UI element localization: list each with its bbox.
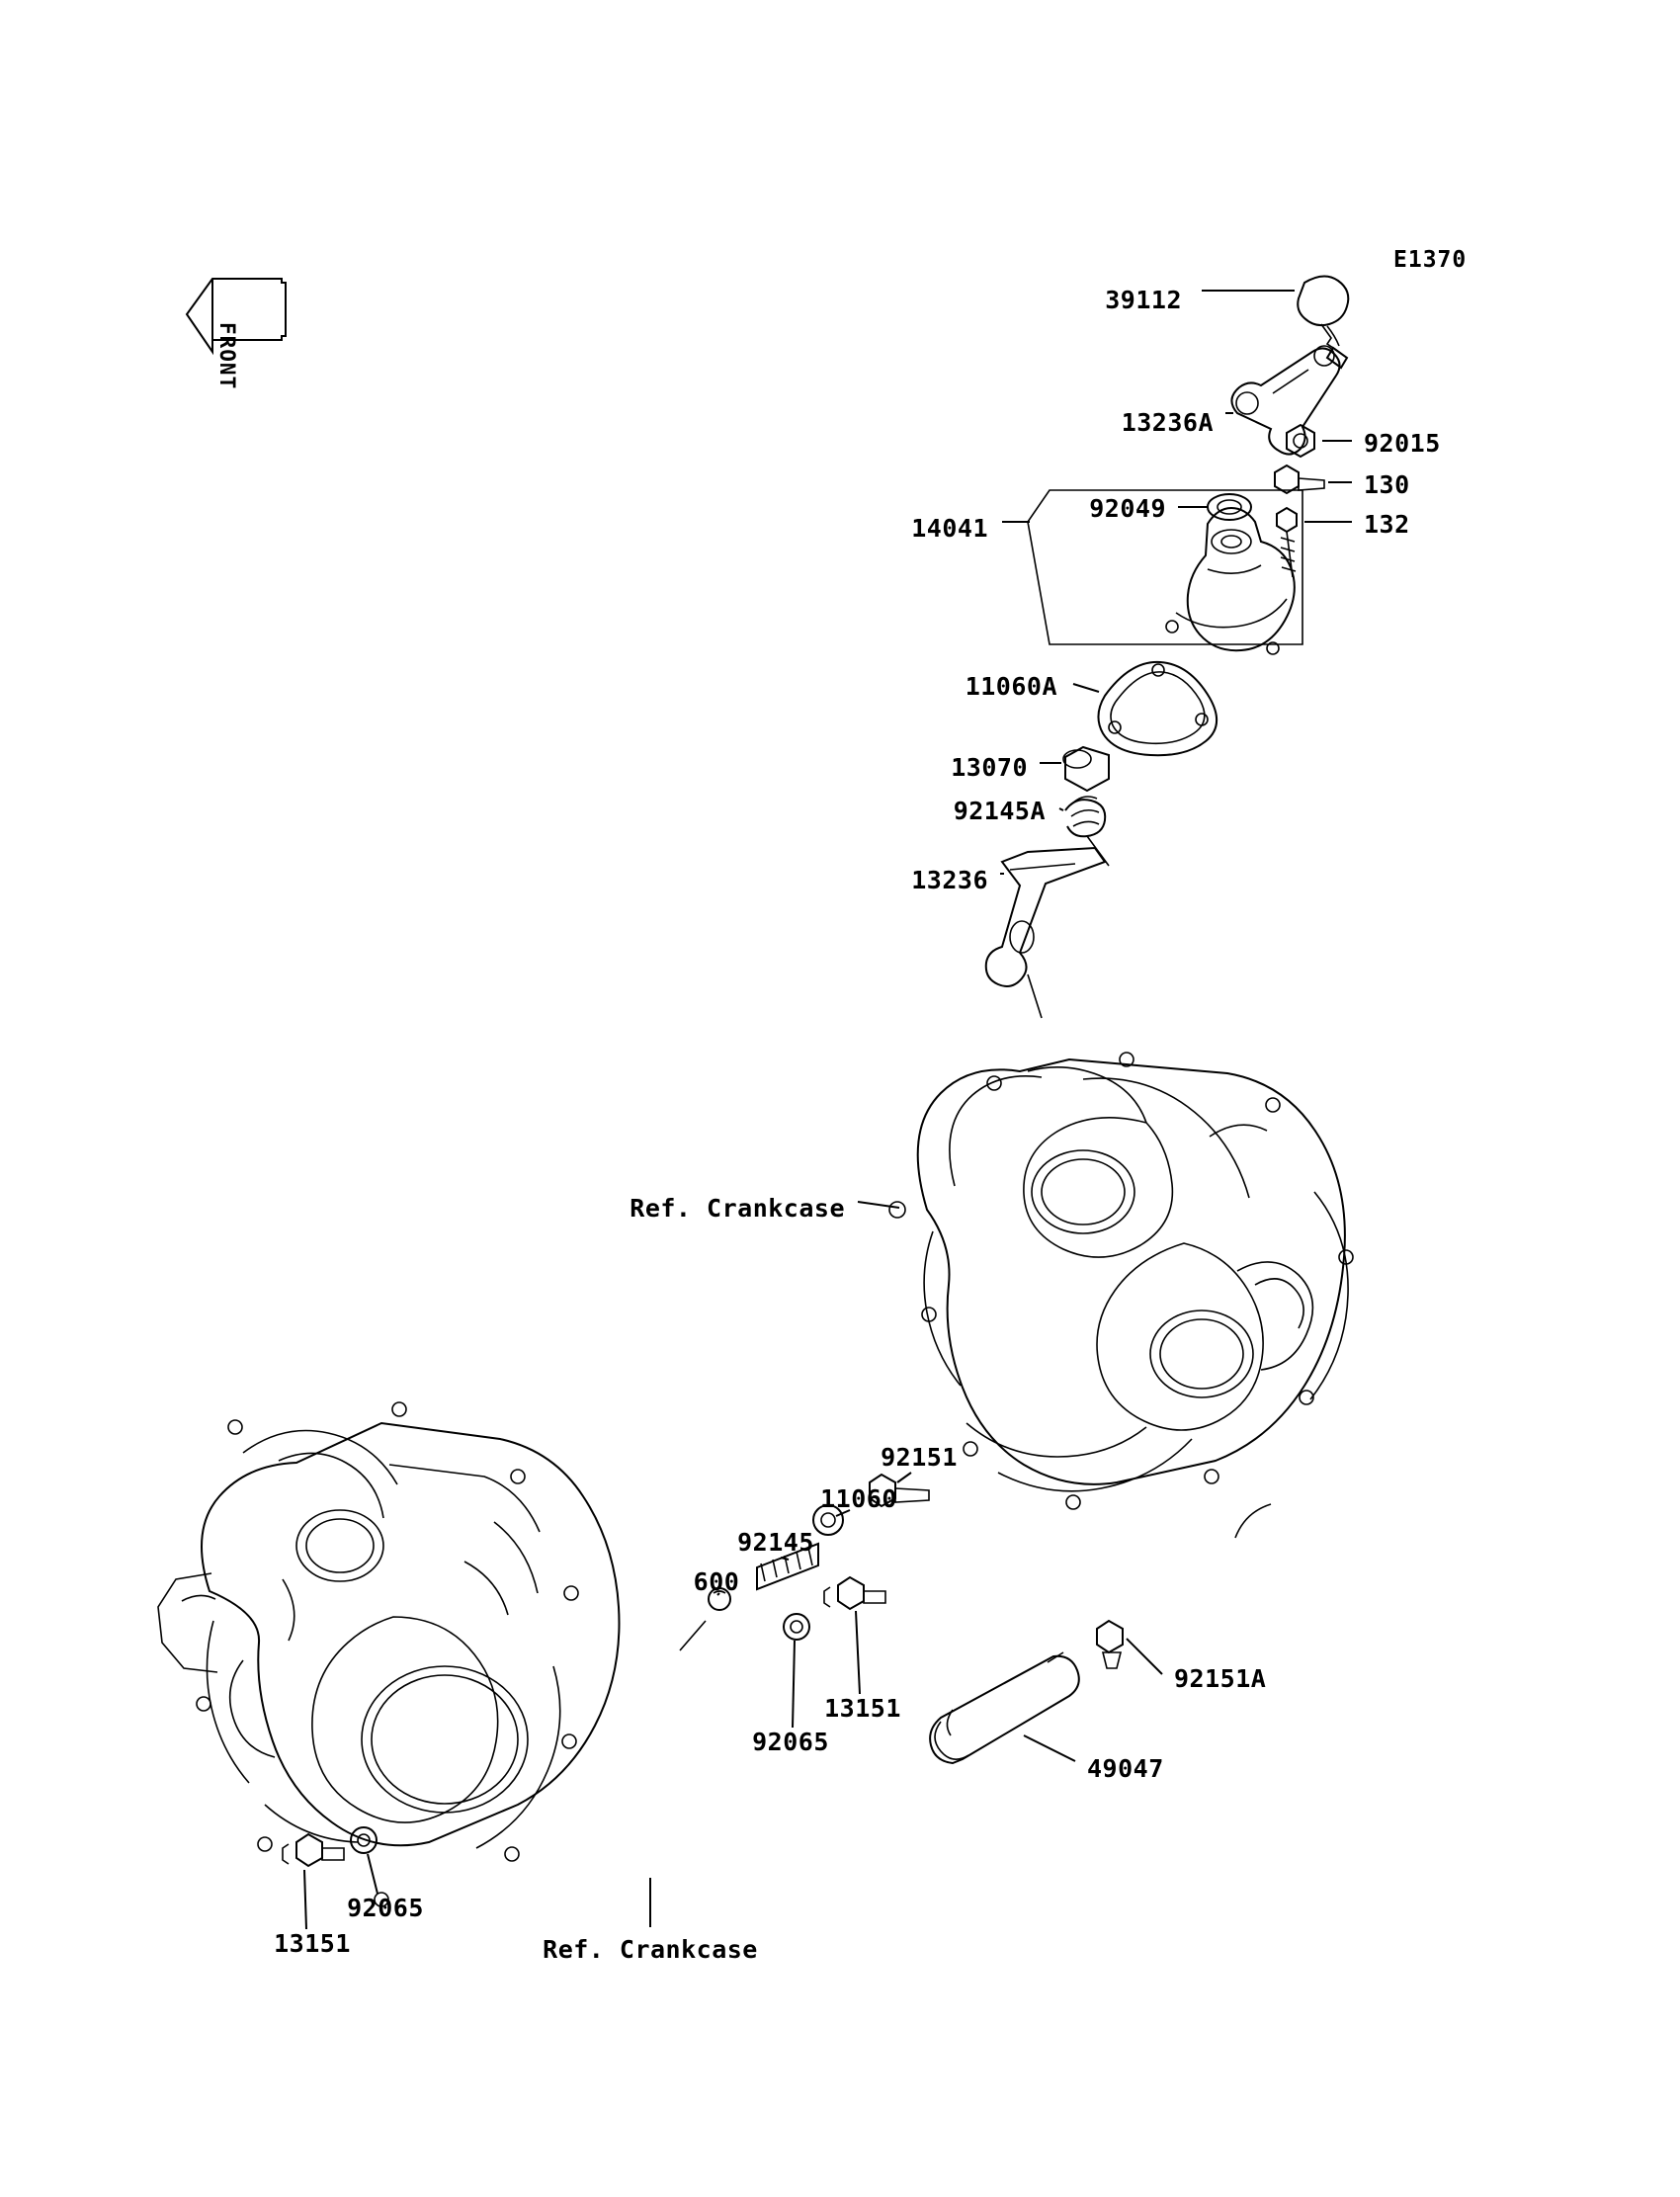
- label-92015: 92015: [1364, 429, 1441, 458]
- label-132: 132: [1364, 510, 1410, 539]
- part-130-bolt: [1275, 465, 1324, 493]
- leader-49047: [1024, 1735, 1075, 1761]
- leader-92145A: [1059, 808, 1063, 810]
- part-92015-nut: [1287, 425, 1314, 457]
- label-ref-crankcase-top: Ref. Crankcase: [630, 1194, 845, 1223]
- label-92151: 92151: [881, 1443, 958, 1472]
- leader-92065-left: [368, 1854, 378, 1894]
- label-11060A: 11060A: [965, 672, 1057, 701]
- label-92145A: 92145A: [953, 797, 1046, 825]
- label-92151A: 92151A: [1174, 1664, 1267, 1693]
- leader-92145: [781, 1558, 789, 1560]
- part-132-screw: [1277, 508, 1297, 577]
- part-49047-shift-fork: [930, 1652, 1079, 1763]
- part-13070-guide: [1063, 747, 1109, 791]
- label-39112: 39112: [1105, 286, 1182, 314]
- part-92151A-bolt: [1097, 1621, 1123, 1668]
- part-92145A-spring: [1065, 797, 1109, 866]
- leader-13151-right: [856, 1611, 860, 1694]
- label-92065-right: 92065: [752, 1728, 829, 1756]
- leader-11060A: [1073, 684, 1099, 692]
- part-13151-switch-right: [824, 1577, 885, 1609]
- part-11060A-gasket: [1098, 662, 1217, 755]
- label-92145: 92145: [737, 1528, 814, 1557]
- label-49047: 49047: [1087, 1754, 1164, 1783]
- label-ref-crankcase-bottom: Ref. Crankcase: [543, 1935, 758, 1964]
- assembly-line-600: [680, 1621, 706, 1650]
- label-13151-right: 13151: [824, 1694, 901, 1723]
- label-11060: 11060: [820, 1484, 897, 1513]
- diagram-code: E1370: [1393, 247, 1468, 273]
- leader-92151: [897, 1473, 911, 1482]
- label-13236: 13236: [911, 866, 988, 894]
- part-39112-knob: [1298, 276, 1348, 368]
- svg-text:FRONT: FRONT: [215, 322, 239, 390]
- part-92065-plug-right: [784, 1614, 809, 1640]
- label-92049: 92049: [1089, 494, 1166, 523]
- leader-92065-right: [793, 1641, 795, 1728]
- label-13070: 13070: [951, 753, 1028, 782]
- label-600: 600: [693, 1567, 740, 1596]
- part-13236-shift-arm: [986, 848, 1105, 986]
- assembly-line-13236: [1028, 974, 1042, 1018]
- leader-92151A: [1127, 1639, 1162, 1674]
- ref-crankcase-right: [889, 1053, 1353, 1538]
- ref-crankcase-left: [158, 1402, 620, 1906]
- label-13151-left: 13151: [274, 1929, 351, 1958]
- label-130: 130: [1364, 470, 1410, 499]
- leader-13151-left: [304, 1870, 306, 1929]
- label-14041: 14041: [911, 514, 988, 543]
- label-92065-left: 92065: [347, 1894, 424, 1922]
- label-13236A: 13236A: [1121, 408, 1214, 437]
